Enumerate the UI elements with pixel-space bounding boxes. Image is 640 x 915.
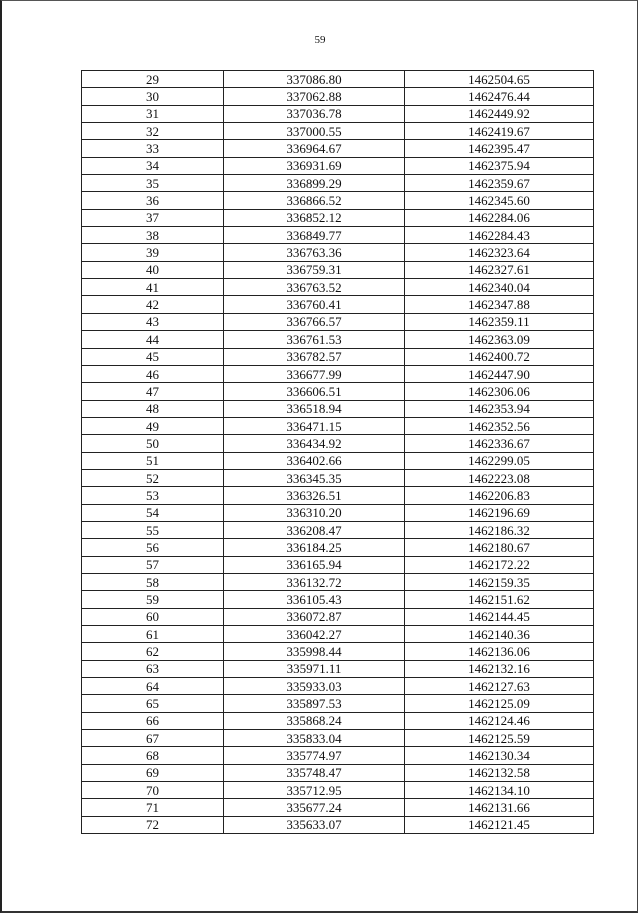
y-coordinate-cell: 1462127.63 [405,678,594,695]
y-coordinate-cell: 1462336.67 [405,435,594,452]
coordinates-table-body [82,71,594,834]
x-coordinate-cell: 336763.36 [224,244,405,261]
x-coordinate-cell: 335633.07 [224,816,405,833]
x-coordinate-cell: 336345.35 [224,469,405,486]
table-row [82,400,594,417]
x-coordinate-cell: 336471.15 [224,417,405,434]
table-row [82,539,594,556]
x-coordinate-cell: 337036.78 [224,105,405,122]
x-coordinate-cell: 336434.92 [224,435,405,452]
x-coordinate-cell: 336766.57 [224,313,405,330]
point-number-cell: 60 [82,608,224,625]
point-number-cell: 72 [82,816,224,833]
y-coordinate-cell: 1462359.67 [405,175,594,192]
point-number-cell: 56 [82,539,224,556]
table-row [82,695,594,712]
x-coordinate-cell: 336105.43 [224,591,405,608]
y-coordinate-cell: 1462130.34 [405,747,594,764]
point-number-cell: 57 [82,556,224,573]
x-coordinate-cell: 336132.72 [224,573,405,590]
x-coordinate-cell: 336761.53 [224,331,405,348]
x-coordinate-cell: 336402.66 [224,452,405,469]
y-coordinate-cell: 1462323.64 [405,244,594,261]
y-coordinate-cell: 1462125.59 [405,730,594,747]
x-coordinate-cell: 336760.41 [224,296,405,313]
y-coordinate-cell: 1462504.65 [405,71,594,88]
table-row [82,626,594,643]
table-row [82,730,594,747]
point-number-cell: 52 [82,469,224,486]
coordinates-table-container [81,70,593,834]
y-coordinate-cell: 1462125.09 [405,695,594,712]
point-number-cell: 48 [82,400,224,417]
point-number-cell: 64 [82,678,224,695]
x-coordinate-cell: 335868.24 [224,712,405,729]
page-number: 59 [314,34,326,46]
point-number-cell: 35 [82,175,224,192]
y-coordinate-cell: 1462345.60 [405,192,594,209]
table-row [82,157,594,174]
x-coordinate-cell: 335971.11 [224,660,405,677]
table-row [82,175,594,192]
point-number-cell: 42 [82,296,224,313]
y-coordinate-cell: 1462306.06 [405,383,594,400]
y-coordinate-cell: 1462395.47 [405,140,594,157]
table-row [82,71,594,88]
y-coordinate-cell: 1462121.45 [405,816,594,833]
x-coordinate-cell: 336165.94 [224,556,405,573]
point-number-cell: 33 [82,140,224,157]
point-number-cell: 37 [82,209,224,226]
y-coordinate-cell: 1462347.88 [405,296,594,313]
table-row [82,88,594,105]
table-row [82,660,594,677]
x-coordinate-cell: 336326.51 [224,487,405,504]
table-row [82,417,594,434]
table-row [82,435,594,452]
point-number-cell: 63 [82,660,224,677]
table-row [82,504,594,521]
point-number-cell: 71 [82,799,224,816]
y-coordinate-cell: 1462144.45 [405,608,594,625]
y-coordinate-cell: 1462284.06 [405,209,594,226]
x-coordinate-cell: 335774.97 [224,747,405,764]
table-row [82,296,594,313]
y-coordinate-cell: 1462140.36 [405,626,594,643]
table-row [82,452,594,469]
y-coordinate-cell: 1462447.90 [405,365,594,382]
table-row [82,643,594,660]
point-number-cell: 62 [82,643,224,660]
point-number-cell: 68 [82,747,224,764]
point-number-cell: 36 [82,192,224,209]
table-row [82,313,594,330]
y-coordinate-cell: 1462196.69 [405,504,594,521]
y-coordinate-cell: 1462134.10 [405,782,594,799]
table-row [82,261,594,278]
table-row [82,123,594,140]
point-number-cell: 43 [82,313,224,330]
x-coordinate-cell: 336782.57 [224,348,405,365]
x-coordinate-cell: 335748.47 [224,764,405,781]
point-number-cell: 51 [82,452,224,469]
table-row [82,556,594,573]
x-coordinate-cell: 335833.04 [224,730,405,747]
table-row [82,816,594,833]
x-coordinate-cell: 335998.44 [224,643,405,660]
x-coordinate-cell: 336042.27 [224,626,405,643]
y-coordinate-cell: 1462223.08 [405,469,594,486]
y-coordinate-cell: 1462136.06 [405,643,594,660]
y-coordinate-cell: 1462132.16 [405,660,594,677]
point-number-cell: 59 [82,591,224,608]
point-number-cell: 58 [82,573,224,590]
x-coordinate-cell: 336849.77 [224,227,405,244]
table-row [82,383,594,400]
x-coordinate-cell: 335933.03 [224,678,405,695]
y-coordinate-cell: 1462299.05 [405,452,594,469]
x-coordinate-cell: 337000.55 [224,123,405,140]
point-number-cell: 70 [82,782,224,799]
coordinates-table [81,70,594,834]
x-coordinate-cell: 336866.52 [224,192,405,209]
point-number-cell: 69 [82,764,224,781]
x-coordinate-cell: 336072.87 [224,608,405,625]
y-coordinate-cell: 1462206.83 [405,487,594,504]
table-row [82,348,594,365]
x-coordinate-cell: 336763.52 [224,279,405,296]
y-coordinate-cell: 1462327.61 [405,261,594,278]
table-row [82,244,594,261]
point-number-cell: 34 [82,157,224,174]
point-number-cell: 49 [82,417,224,434]
y-coordinate-cell: 1462132.58 [405,764,594,781]
table-row [82,279,594,296]
point-number-cell: 55 [82,521,224,538]
y-coordinate-cell: 1462359.11 [405,313,594,330]
table-row [82,764,594,781]
y-coordinate-cell: 1462400.72 [405,348,594,365]
y-coordinate-cell: 1462352.56 [405,417,594,434]
table-row [82,782,594,799]
table-row [82,678,594,695]
point-number-cell: 54 [82,504,224,521]
y-coordinate-cell: 1462449.92 [405,105,594,122]
y-coordinate-cell: 1462186.32 [405,521,594,538]
point-number-cell: 61 [82,626,224,643]
x-coordinate-cell: 336759.31 [224,261,405,278]
point-number-cell: 65 [82,695,224,712]
point-number-cell: 46 [82,365,224,382]
table-row [82,209,594,226]
point-number-cell: 67 [82,730,224,747]
table-row [82,192,594,209]
x-coordinate-cell: 336184.25 [224,539,405,556]
x-coordinate-cell: 336310.20 [224,504,405,521]
y-coordinate-cell: 1462476.44 [405,88,594,105]
table-row [82,365,594,382]
y-coordinate-cell: 1462151.62 [405,591,594,608]
x-coordinate-cell: 337062.88 [224,88,405,105]
point-number-cell: 53 [82,487,224,504]
x-coordinate-cell: 335677.24 [224,799,405,816]
point-number-cell: 47 [82,383,224,400]
x-coordinate-cell: 336931.69 [224,157,405,174]
table-row [82,469,594,486]
point-number-cell: 45 [82,348,224,365]
y-coordinate-cell: 1462131.66 [405,799,594,816]
x-coordinate-cell: 336677.99 [224,365,405,382]
x-coordinate-cell: 337086.80 [224,71,405,88]
y-coordinate-cell: 1462353.94 [405,400,594,417]
table-row [82,712,594,729]
x-coordinate-cell: 336518.94 [224,400,405,417]
y-coordinate-cell: 1462340.04 [405,279,594,296]
table-row [82,227,594,244]
table-row [82,521,594,538]
table-row [82,331,594,348]
table-row [82,105,594,122]
x-coordinate-cell: 336606.51 [224,383,405,400]
table-row [82,591,594,608]
point-number-cell: 66 [82,712,224,729]
point-number-cell: 30 [82,88,224,105]
x-coordinate-cell: 336208.47 [224,521,405,538]
table-row [82,573,594,590]
point-number-cell: 32 [82,123,224,140]
x-coordinate-cell: 336852.12 [224,209,405,226]
table-row [82,608,594,625]
table-row [82,747,594,764]
y-coordinate-cell: 1462363.09 [405,331,594,348]
table-row [82,140,594,157]
x-coordinate-cell: 335712.95 [224,782,405,799]
point-number-cell: 31 [82,105,224,122]
x-coordinate-cell: 335897.53 [224,695,405,712]
y-coordinate-cell: 1462172.22 [405,556,594,573]
y-coordinate-cell: 1462419.67 [405,123,594,140]
point-number-cell: 39 [82,244,224,261]
point-number-cell: 38 [82,227,224,244]
table-row [82,487,594,504]
x-coordinate-cell: 336964.67 [224,140,405,157]
point-number-cell: 40 [82,261,224,278]
x-coordinate-cell: 336899.29 [224,175,405,192]
y-coordinate-cell: 1462159.35 [405,573,594,590]
y-coordinate-cell: 1462124.46 [405,712,594,729]
point-number-cell: 44 [82,331,224,348]
y-coordinate-cell: 1462284.43 [405,227,594,244]
point-number-cell: 41 [82,279,224,296]
y-coordinate-cell: 1462180.67 [405,539,594,556]
point-number-cell: 50 [82,435,224,452]
point-number-cell: 29 [82,71,224,88]
y-coordinate-cell: 1462375.94 [405,157,594,174]
table-row [82,799,594,816]
